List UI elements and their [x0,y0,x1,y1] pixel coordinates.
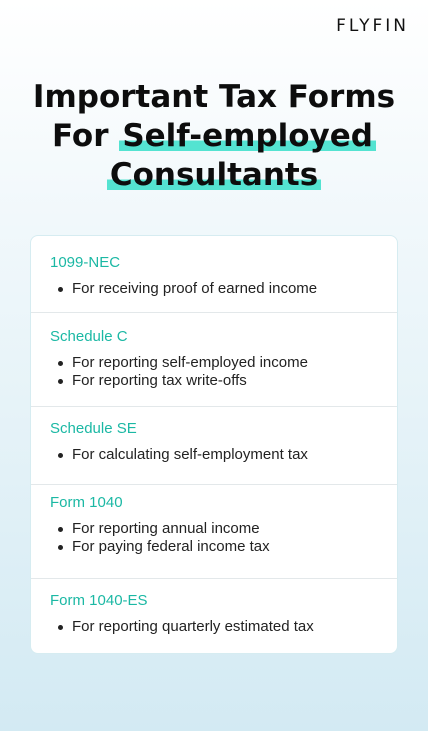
form-use-item [58,618,378,636]
title-line-3 [0,156,428,195]
bullet-icon [58,379,63,384]
form-use-item [58,280,378,298]
bullet-icon [58,545,63,550]
form-use-text: For calculating self-employment tax [72,446,308,463]
form-use-item [58,520,378,538]
form-name: Schedule SE [50,420,137,437]
form-use-item [58,538,378,556]
form-section-1099-nec [31,236,397,313]
bullet-icon [58,527,63,532]
form-section-form-1040-es [31,579,397,653]
title-line-2-plain: For [52,118,120,154]
form-use-text: For reporting self-employed income [72,354,308,371]
page-title [0,78,428,195]
form-use-item [58,354,378,372]
bullet-icon [58,625,63,630]
bullet-icon [58,361,63,366]
tax-forms-card [30,235,398,654]
form-name: Form 1040-ES [50,592,148,609]
bullet-icon [58,287,63,292]
form-use-text: For reporting annual income [72,520,260,537]
form-use-item [58,446,378,464]
flyfin-logo: FLYFIN [336,16,409,36]
title-line-1: Important Tax Forms [32,79,396,115]
form-name: 1099-NEC [50,254,121,271]
form-name: Form 1040 [50,494,123,511]
form-use-text: For paying federal income tax [72,538,270,555]
bullet-icon [58,453,63,458]
title-highlight-consultants: Consultants [107,157,321,193]
form-use-text: For receiving proof of earned income [72,280,318,297]
form-use-text: For reporting quarterly estimated tax [72,618,314,635]
form-name: Schedule C [50,328,128,345]
form-section-schedule-c [31,313,397,407]
title-highlight-self-employed: Self-employed [119,118,376,154]
form-section-form-1040 [31,485,397,579]
form-use-text: For reporting tax write-offs [72,372,247,389]
form-section-schedule-se [31,407,397,485]
form-use-item [58,372,378,390]
title-line-2 [0,117,428,156]
